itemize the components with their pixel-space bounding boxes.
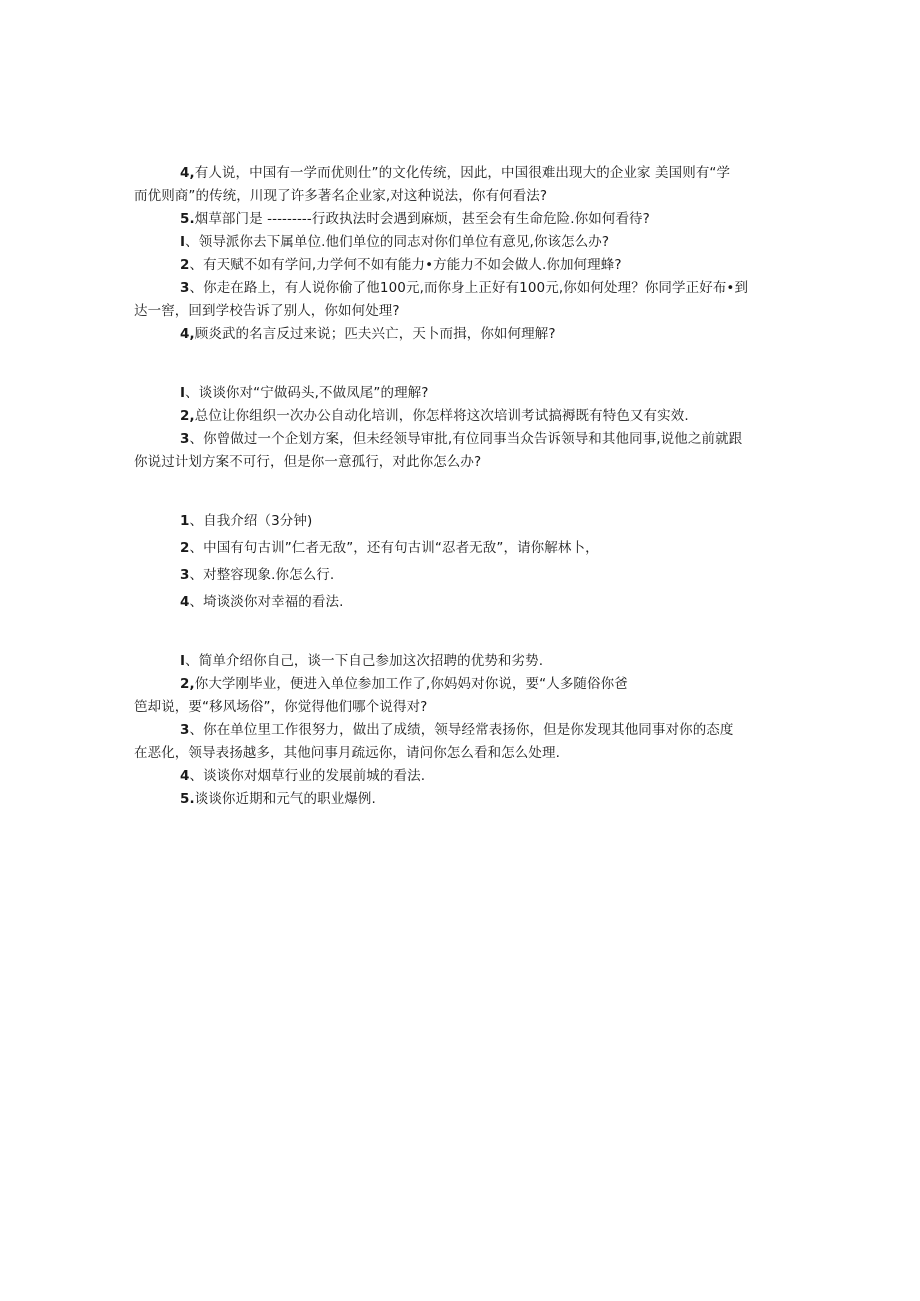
question-line: I、领导派你去下属单位.他们单位的同志对你们单位有意见,你该怎么办? [180,234,610,250]
question-line: 3、你曾做过一个企划方案，但未经领导审批,有位同事当众告诉领导和其他同事,说他之前就跟 [180,431,743,447]
question-line: 4,有人说，中国有一学而优则仕”的文化传统，因此，中国很难出现大的企业家 美国则有“学 [180,165,731,181]
question-line: 2、中国有句古训”仁者无敌”，还有句古训“忍者无敌”，请你解林卜， [180,540,599,556]
question-continuation: 而优则商”的传统，川现了许多著名企业家,对这种说法，你有何看法? [134,188,548,204]
question-line: 3、对整容现象.你怎么行. [180,567,335,583]
question-line: 1、自我介绍（3分钟) [180,513,313,529]
question-continuation: 笆却说，要“移风场俗”，你觉得他们哪个说得对? [134,699,428,715]
question-line: I、谈谈你对“宁做码头,不做凤尾”的理解? [180,385,429,401]
question-continuation: 你说过计划方案不可行，但是你一意孤行，对此你怎么办? [134,454,482,470]
question-continuation: 在恶化，领导表扬越多，其他问事月疏远你，请问你怎么看和怎么处理. [134,745,560,761]
question-continuation: 达一窖，回到学校告诉了别人，你如何处理? [134,303,400,319]
question-line: 4、埼谈淡你对幸福的看法. [180,594,344,610]
question-line: 2,你大学刚毕业，便进入单位参加工作了,你妈妈对你说，要“人多随俗你爸 [180,676,628,692]
question-line: 5.谈谈你近期和元气的职业爆例. [180,791,376,807]
question-line: 3、你走在路上，有人说你偷了他100元,而你身上正好有100元,你如何处理？你同学正好布•到 [180,280,749,296]
question-line: 4,顾炎武的名言反过来说；匹夫兴亡，天卜而揖，你如何理解? [180,326,556,342]
question-line: 5.烟草部门是 ---------行政执法时会遇到麻烦，甚至会有生命危险.你如何看待? [180,211,650,227]
question-line: 2,总位让你组织一次办公自动化培训，你怎样将这次培训考试搞褥既有特色又有实效. [180,408,689,424]
question-line: 3、你在单位里工作很努力，做出了成绩，领导经常表扬你，但是你发现其他同事对你的态度 [180,722,734,738]
question-line: 4、谈谈你对烟草行业的发展前城的看法. [180,768,426,784]
question-line: 2、有天赋不如有学问,力学何不如有能力•方能力不如会做人.你加何理蜂? [180,257,622,273]
question-line: I、简单介绍你自己，谈一下自己参加这次招聘的优势和劣势. [180,653,544,669]
